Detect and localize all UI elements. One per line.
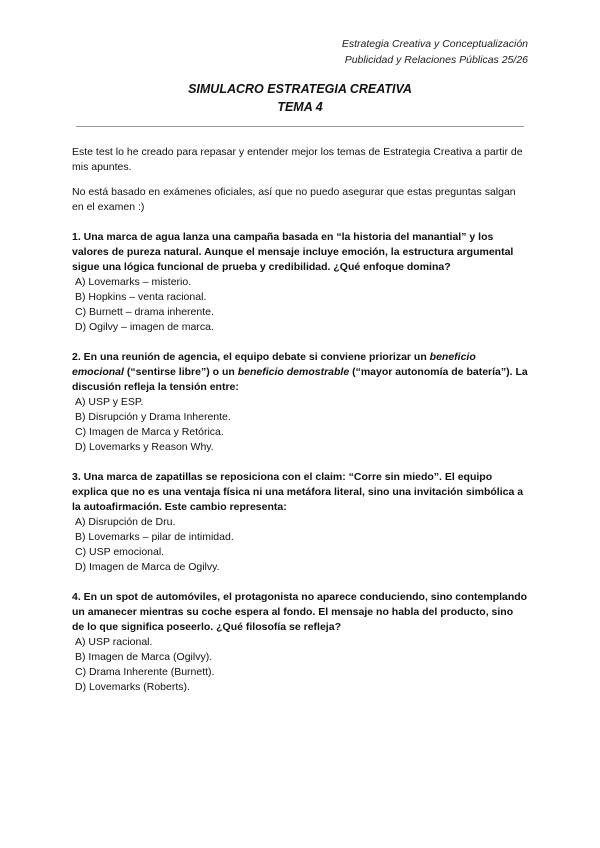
stem-emphasis: beneficio emocional: [72, 351, 476, 378]
option-a: A) USP racional.: [75, 636, 153, 648]
option-d: D) Lovemarks (Roberts).: [75, 681, 190, 693]
title-topic: TEMA 4: [277, 100, 323, 114]
header-course: Estrategia Creativa y Conceptualización: [341, 38, 528, 50]
option-d: D) Imagen de Marca de Ogilvy.: [75, 561, 220, 573]
option-a: A) Disrupción de Dru.: [75, 516, 176, 528]
question-stem: 4. En un spot de automóviles, el protagonista no aparece conduciendo, sino contemplando un amanecer mientras su coche espera al fondo. El mensaje no habla del producto, sino de lo que significa poseerlo. ¿Qué filosofía se refleja?: [72, 591, 528, 633]
option-c: C) Drama Inherente (Burnett).: [75, 666, 215, 678]
option-d: D) Ogilvy – imagen de marca.: [75, 321, 214, 333]
option-b: B) Imagen de Marca (Ogilvy).: [75, 651, 213, 663]
option-b: B) Disrupción y Drama Inherente.: [75, 411, 231, 423]
document-header: [342, 36, 528, 68]
document-body: [72, 145, 528, 695]
stem-emphasis: beneficio demostrable: [237, 366, 350, 378]
intro-paragraph-1: Este test lo he creado para repasar y entender mejor los temas de Estrategia Creativa a partir de mis apuntes.: [72, 146, 523, 173]
title-divider: [76, 126, 524, 127]
option-c: C) USP emocional.: [75, 546, 165, 558]
question-1: [72, 230, 528, 335]
option-b: B) Lovemarks – pilar de intimidad.: [75, 531, 234, 543]
intro-paragraph-2: No está basado en exámenes oficiales, así que no puedo asegurar que estas preguntas salgan en el examen :): [72, 186, 516, 213]
question-stem: [72, 350, 528, 395]
stem-text: (“mayor autonomía de batería”). La discusión refleja la tensión entre:: [72, 366, 528, 393]
question-2: [72, 350, 528, 455]
option-a: A) USP y ESP.: [75, 396, 144, 408]
question-stem: 1. Una marca de agua lanza una campaña basada en “la historia del manantial” y los valores de pureza natural. Aunque el mensaje incluye emoción, la estructura argumental sigue una lógica funcional de prueba y credibilidad. ¿Qué enfoque domina?: [72, 231, 514, 273]
question-3: [72, 470, 528, 575]
question-stem: 3. Una marca de zapatillas se reposiciona con el claim: “Corre sin miedo”. El equipo explica que no es una ventaja física ni una metáfora literal, sino una invitación simbólica a la autoafirmación. Este cambio representa:: [72, 471, 524, 513]
document-title: [0, 80, 600, 116]
option-c: C) Imagen de Marca y Retórica.: [75, 426, 224, 438]
option-d: D) Lovemarks y Reason Why.: [75, 441, 214, 453]
header-degree: Publicidad y Relaciones Públicas 25/26: [344, 54, 528, 66]
option-b: B) Hopkins – venta racional.: [75, 291, 207, 303]
stem-text: 2. En una reunión de agencia, el equipo debate si conviene priorizar un: [72, 351, 430, 363]
stem-text: (“sentirse libre”) o un: [123, 366, 238, 378]
option-a: A) Lovemarks – misterio.: [75, 276, 192, 288]
question-4: [72, 590, 528, 695]
title-main: SIMULACRO ESTRATEGIA CREATIVA: [188, 82, 412, 96]
option-c: C) Burnett – drama inherente.: [75, 306, 214, 318]
